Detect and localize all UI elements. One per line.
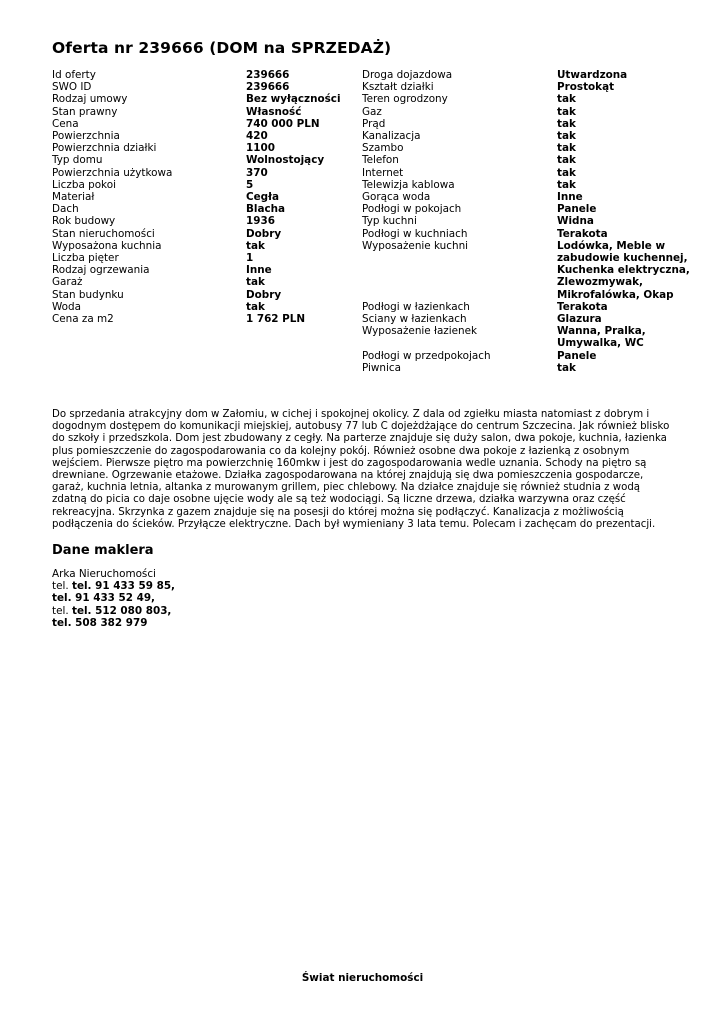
detail-label: Liczba pięter: [52, 252, 119, 265]
detail-row: [362, 167, 712, 179]
detail-value: 1100: [246, 142, 275, 155]
detail-row: [52, 191, 352, 203]
detail-value: Lodówka, Meble w zabudowie kuchennej, Kuchenka elektryczna, Zlewozmywak, Mikrofalówka, Okap: [557, 239, 690, 301]
detail-row: [362, 240, 712, 301]
detail-value: Cegła: [246, 191, 279, 204]
detail-label: Powierzchnia: [52, 130, 120, 143]
detail-row: [362, 154, 712, 166]
broker-heading: Dane maklera: [52, 543, 154, 558]
detail-row: [52, 203, 352, 215]
detail-value: 370: [246, 166, 268, 179]
detail-row: [362, 350, 712, 362]
detail-row: [52, 240, 352, 252]
footer-brand: Świat nieruchomości: [301, 972, 424, 984]
detail-value: tak: [557, 154, 576, 167]
offer-description: Do sprzedania atrakcyjny dom w Załomiu, w cichej i spokojnej okolicy. Z dala od zgiełku miasta natomiast z dobrym i dogodnym dostępem do komunikacji miejskiej, autobusy 77 lub C dojeżdżające do centrum Szczecina. Jak również blisko do szkoły i przedszkola. Dom jest zbudowany z cegły. Na parterze znajduje się duży salon, dwa pokoje, kuchnia, łazienka plus pomieszczenie do zagospodarowania co da kolejny pokój. Również osobne dwa pokoje z łazienką z osobnym wejściem. Pierwsze piętro ma powierzchnię 160mkw i jest do zagospodarowania wedle uznania. Schody na piętro są drewniane. Ogrzewanie etażowe. Działka zagospodarowana na której znajdują się dwa pomieszczenia gospodarcze, garaż, kuchnia letnia, altanka z murowanym grillem, piec chlebowy. Na działce znajduje się również studnia z wodą zdatną do picia co daje osobne ujęcie wody ale są też wodociągi. Są liczne drzewa, działka warzywna oraz część rekreacyjna. Skrzynka z gazem znajduje się na posesji do której można się podłączyć. Kanalizacja z możliwością podłączenia do ścieków. Przyłącze elektryczne. Dach był wymieniany 3 lata temu. Polecam i zachęcam do prezentacji.: [52, 409, 670, 530]
detail-label: Telewizja kablowa: [362, 178, 455, 191]
detail-label: Podłogi w przedpokojach: [362, 349, 491, 362]
detail-value: Widna: [557, 215, 594, 228]
detail-label: SWO ID: [52, 81, 92, 94]
detail-row: [362, 325, 712, 349]
detail-row: [362, 362, 712, 374]
detail-row: [362, 228, 712, 240]
detail-label: Stan prawny: [52, 105, 118, 118]
broker-phone-line-3: [52, 605, 175, 617]
detail-row: [362, 313, 712, 325]
detail-value: Dobry: [246, 227, 282, 240]
detail-label: Powierzchnia użytkowa: [52, 166, 173, 179]
detail-row: [52, 142, 352, 154]
detail-label: Piwnica: [362, 361, 401, 374]
detail-label: Kształt działki: [362, 81, 434, 94]
detail-row: [52, 301, 352, 313]
tel-prefix: tel.: [52, 580, 69, 593]
page-title: Oferta nr 239666 (DOM na SPRZEDAŻ): [52, 39, 392, 57]
detail-row: [362, 118, 712, 130]
detail-value: 1 762 PLN: [246, 313, 306, 326]
detail-row: [52, 106, 352, 118]
detail-row: [52, 313, 352, 325]
detail-row: [362, 203, 712, 215]
detail-label: Gaz: [362, 105, 382, 118]
detail-label: Podłogi w kuchniach: [362, 227, 468, 240]
detail-label: Podłogi w pokojach: [362, 203, 462, 216]
detail-label: Materiał: [52, 191, 95, 204]
detail-value: 420: [246, 130, 268, 143]
detail-value: Inne: [246, 264, 272, 277]
detail-label: Cena: [52, 117, 79, 130]
detail-label: Sciany w łazienkach: [362, 313, 467, 326]
detail-label: Rodzaj umowy: [52, 93, 128, 106]
detail-row: [362, 142, 712, 154]
detail-row: [52, 81, 352, 93]
broker-phone: tel. 91 433 52 49,: [52, 592, 156, 605]
detail-label: Teren ogrodzony: [362, 93, 448, 106]
detail-value: Panele: [557, 349, 597, 362]
detail-value: Wanna, Pralka, Umywalka, WC: [557, 325, 646, 350]
broker-agency: Arka Nieruchomości: [52, 568, 156, 580]
detail-value: tak: [557, 105, 576, 118]
detail-label: Wyposażenie kuchni: [362, 239, 469, 252]
detail-label: Gorąca woda: [362, 191, 431, 204]
detail-label: Droga dojazdowa: [362, 69, 453, 81]
detail-label: Cena za m2: [52, 313, 114, 326]
detail-value: Wolnostojący: [246, 154, 325, 167]
detail-value: Dobry: [246, 288, 282, 301]
detail-label: Garaż: [52, 276, 83, 289]
detail-label: Rok budowy: [52, 215, 116, 228]
detail-value: tak: [246, 239, 265, 252]
detail-value: tak: [557, 117, 576, 130]
detail-value: Panele: [557, 203, 597, 216]
detail-label: Internet: [362, 166, 404, 179]
detail-row: [52, 69, 352, 81]
detail-value: 5: [246, 178, 254, 191]
detail-row: [52, 167, 352, 179]
detail-row: [362, 130, 712, 142]
detail-value: Inne: [557, 191, 583, 204]
detail-label: Szambo: [362, 142, 404, 155]
detail-value: 1: [246, 252, 254, 265]
detail-row: [362, 69, 712, 81]
detail-value: Utwardzona: [557, 69, 628, 81]
detail-row: [362, 301, 712, 313]
detail-row: [52, 130, 352, 142]
detail-row: [52, 289, 352, 301]
detail-row: [52, 93, 352, 105]
detail-row: [362, 81, 712, 93]
detail-label: Kanalizacja: [362, 130, 421, 143]
offer-details-left: [52, 69, 352, 325]
detail-label: Id oferty: [52, 69, 96, 81]
detail-value: tak: [557, 178, 576, 191]
detail-label: Prąd: [362, 117, 386, 130]
broker-contact: [52, 568, 175, 629]
detail-row: [52, 276, 352, 288]
detail-label: Wyposażenie łazienek: [362, 325, 478, 338]
detail-value: tak: [246, 300, 265, 313]
detail-value: Prostokąt: [557, 81, 615, 94]
detail-value: tak: [246, 276, 265, 289]
detail-row: [52, 228, 352, 240]
detail-value: tak: [557, 142, 576, 155]
detail-value: 239666: [246, 81, 290, 94]
detail-label: Woda: [52, 300, 81, 313]
detail-label: Telefon: [362, 154, 399, 167]
detail-label: Rodzaj ogrzewania: [52, 264, 150, 277]
detail-label: Stan nieruchomości: [52, 227, 155, 240]
detail-value: tak: [557, 361, 576, 374]
detail-label: Typ domu: [52, 154, 103, 167]
detail-label: Dach: [52, 203, 79, 216]
detail-row: [362, 106, 712, 118]
detail-row: [52, 252, 352, 264]
detail-value: Terakota: [557, 227, 608, 240]
detail-value: tak: [557, 130, 576, 143]
detail-row: [52, 118, 352, 130]
broker-phone: tel. 508 382 979: [52, 616, 148, 629]
detail-label: Podłogi w łazienkach: [362, 300, 470, 313]
detail-row: [52, 154, 352, 166]
detail-row: [362, 179, 712, 191]
detail-row: [52, 215, 352, 227]
detail-value: 1936: [246, 215, 275, 228]
offer-details-right: [362, 69, 712, 374]
detail-value: Glazura: [557, 313, 602, 326]
detail-value: Własność: [246, 105, 302, 118]
detail-row: [362, 93, 712, 105]
detail-value: 740 000 PLN: [246, 117, 320, 130]
detail-value: tak: [557, 166, 576, 179]
broker-phone-line-1: [52, 580, 175, 592]
detail-value: Bez wyłączności: [246, 93, 341, 106]
detail-label: Typ kuchni: [362, 215, 417, 228]
detail-row: [362, 215, 712, 227]
broker-phone: tel. 512 080 803,: [71, 604, 172, 617]
detail-label: Wyposażona kuchnia: [52, 239, 162, 252]
detail-value: Blacha: [246, 203, 286, 216]
detail-row: [362, 191, 712, 203]
detail-row: [52, 264, 352, 276]
detail-row: [52, 179, 352, 191]
detail-label: Liczba pokoi: [52, 178, 116, 191]
detail-value: tak: [557, 93, 576, 106]
detail-value: Terakota: [557, 300, 608, 313]
broker-phone: tel. 91 433 59 85,: [71, 580, 175, 593]
tel-prefix: tel.: [52, 604, 69, 617]
detail-label: Stan budynku: [52, 288, 124, 301]
detail-value: 239666: [246, 69, 290, 81]
detail-label: Powierzchnia działki: [52, 142, 157, 155]
